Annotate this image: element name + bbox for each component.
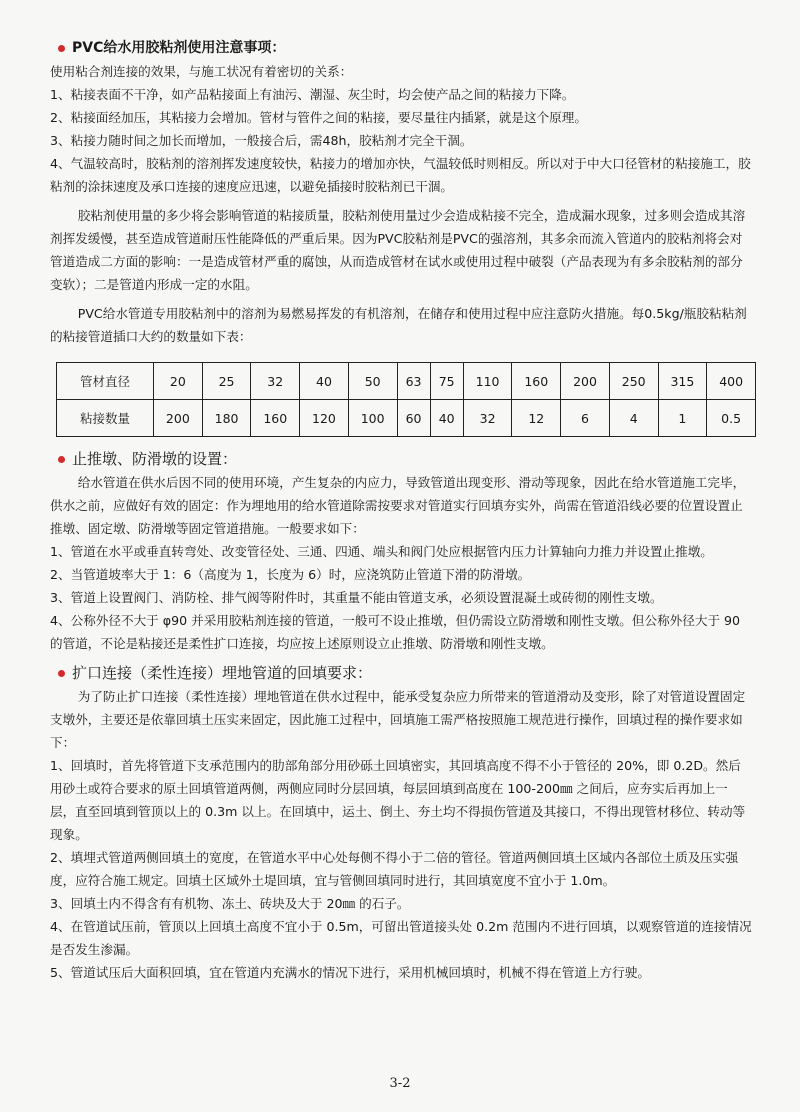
table-cell: 50 xyxy=(348,363,397,400)
table-cell: 315 xyxy=(658,363,707,400)
table-cell: 60 xyxy=(397,400,430,437)
table-cell: 100 xyxy=(348,400,397,437)
table-cell: 120 xyxy=(300,400,349,437)
list-item: 4、在管道试压前，管顶以上回填土高度不宜小于 0.5m，可留出管道接头处 0.2m 范围内不进行回填，以观察管道的连接情况是否发生渗漏。 xyxy=(50,919,752,957)
list-item: 1、回填时，首先将管道下支承范围内的肋部角部分用砂砾土回填密实，其回填高度不得不小于管径的 20%，即 0.2D。然后用砂土或符合要求的原土回填管道两侧，两侧应同时分层回填，每层回填到高度在 100-200㎜ 之间后，应夯实后再加上一层，直至回填到管顶以上的 0.3m 以上。在回填中，运土、倒土、夯土均不得损伤管道及其接口，不得出现管材移位、转动等现象。 xyxy=(50,758,746,842)
section-title: 扩口连接（柔性连接）埋地管道的回填要求： xyxy=(72,664,373,682)
intro-line: 使用粘合剂连接的效果，与施工状况有着密切的关系： xyxy=(50,64,353,79)
section-title: 止推墩、防滑墩的设置： xyxy=(72,450,238,468)
list-item: 5、管道试压后大面积回填，宜在管道内充满水的情况下进行，采用机械回填时，机械不得在管道上方行驶。 xyxy=(50,965,650,980)
table-cell: 110 xyxy=(463,363,512,400)
list-item: 2、填埋式管道两侧回填土的宽度，在管道水平中心处每侧不得小于二倍的管径。管道两侧回填土区域内各部位土质及压实强度，应符合施工规定。回填土区域外土堤回填，宜与管侧回填同时进行，其回填宽度不宜小于 1.0m。 xyxy=(50,850,739,888)
table-cell: 25 xyxy=(202,363,251,400)
table-cell: 200 xyxy=(154,400,203,437)
table-cell: 160 xyxy=(251,400,300,437)
table-cell: 32 xyxy=(251,363,300,400)
table-cell: 20 xyxy=(154,363,203,400)
table-row xyxy=(57,363,756,400)
adhesive-quantity-table xyxy=(56,362,756,437)
red-bullet-icon xyxy=(58,45,65,52)
table-cell: 1 xyxy=(658,400,707,437)
list-item: 1、管道在水平或垂直转弯处、改变管径处、三通、四通、端头和阀门处应根据管内压力计算轴向力推力并设置止推墩。 xyxy=(50,544,713,559)
red-bullet-icon xyxy=(58,456,65,463)
table-cell: 6 xyxy=(561,400,610,437)
table-cell: 12 xyxy=(512,400,561,437)
table-cell: 180 xyxy=(202,400,251,437)
table-cell: 400 xyxy=(707,363,756,400)
paragraph: 胶粘剂使用量的多少将会影响管道的粘接质量，胶粘剂使用量过少会造成粘接不完全，造成漏水现象，过多则会造成其溶剂挥发缓慢，甚至造成管道耐压性能降低的严重后果。因为PVC胶粘剂是PVC的强溶剂，其多余而流入管道内的胶粘剂将会对管道造成二方面的影响：一是造成管材严重的腐蚀，从而造成管材在试水或使用过程中破裂（产品表现为有多余胶粘剂的部分变软）；二是管道内形成一定的水阻。 xyxy=(50,208,746,292)
table-cell: 32 xyxy=(463,400,512,437)
paragraph: PVC给水管道专用胶粘剂中的溶剂为易燃易挥发的有机溶剂，在储存和使用过程中应注意防火措施。每0.5kg/瓶胶粘粘剂的粘接管道插口大约的数量如下表： xyxy=(50,306,747,344)
table-cell: 250 xyxy=(609,363,658,400)
paragraph: 给水管道在供水后因不同的使用环境，产生复杂的内应力，导致管道出现变形、滑动等现象，因此在给水管道施工完毕，供水之前，应做好有效的固定：作为埋地用的给水管道除需按要求对管道实行回填夯实外，尚需在管道沿线必要的位置设置止推墩、固定墩、防滑墩等固定管道措施。一般要求如下： xyxy=(50,475,746,536)
list-item: 4、公称外径不大于 φ90 并采用胶粘剂连接的管道，一般可不设止推墩，但仍需设立防滑墩和刚性支墩。但公称外径大于 90 的管道，不论是粘接还是柔性扩口连接，均应按上述原则设立止推墩、防滑墩和刚性支墩。 xyxy=(50,613,741,651)
list-item: 3、管道上设置阀门、消防栓、排气阀等附件时，其重量不能由管道支承，必须设置混凝土或砖彻的刚性支墩。 xyxy=(50,590,663,605)
table-cell: 75 xyxy=(430,363,463,400)
list-item: 2、粘接面经加压，其粘接力会增加。管材与管件之间的粘接，要尽量往内插紧，就是这个原理。 xyxy=(50,110,587,125)
section-heading-backfill xyxy=(50,661,752,685)
table-row xyxy=(57,400,756,437)
table-cell: 4 xyxy=(609,400,658,437)
list-item: 1、粘接表面不干净，如产品粘接面上有油污、潮湿、灰尘时，均会使产品之间的粘接力下降。 xyxy=(50,87,575,102)
table-row-label: 管材直径 xyxy=(57,363,154,400)
table-cell: 160 xyxy=(512,363,561,400)
section-heading-thrust-blocks xyxy=(50,447,752,471)
table-cell: 40 xyxy=(300,363,349,400)
list-item: 2、当管道坡率大于 1：6（高度为 1，长度为 6）时，应浇筑防止管道下滑的防滑墩。 xyxy=(50,567,531,582)
paragraph: 为了防止扩口连接（柔性连接）埋地管道在供水过程中，能承受复杂应力所带来的管道滑动及变形，除了对管道设置固定支墩外，主要还是依靠回填土压实来固定，因此施工过程中，回填施工需严格按照施工规范进行操作，回填过程的操作要求如下： xyxy=(50,689,746,750)
section-title: PVC给水用胶粘剂使用注意事项： xyxy=(72,40,286,56)
table-row-label: 粘接数量 xyxy=(57,400,154,437)
list-item: 3、粘接力随时间之加长而增加，一般接合后，需48h，胶粘剂才完全干涸。 xyxy=(50,133,473,148)
list-item: 3、回填土内不得含有有机物、冻土、砖块及大于 20㎜ 的石子。 xyxy=(50,896,410,911)
table-cell: 200 xyxy=(561,363,610,400)
table-cell: 40 xyxy=(430,400,463,437)
section-heading-adhesive xyxy=(50,36,752,60)
red-bullet-icon xyxy=(58,670,65,677)
page-number: 3-2 xyxy=(389,1076,411,1091)
table-cell: 63 xyxy=(397,363,430,400)
list-item: 4、气温较高时，胶粘剂的溶剂挥发速度较快，粘接力的增加亦快，气温较低时则相反。所以对于中大口径管材的粘接施工，胶粘剂的涂抹速度及承口连接的速度应迅速，以避免插接时胶粘剂已干涸。 xyxy=(50,156,751,194)
table-cell: 0.5 xyxy=(707,400,756,437)
